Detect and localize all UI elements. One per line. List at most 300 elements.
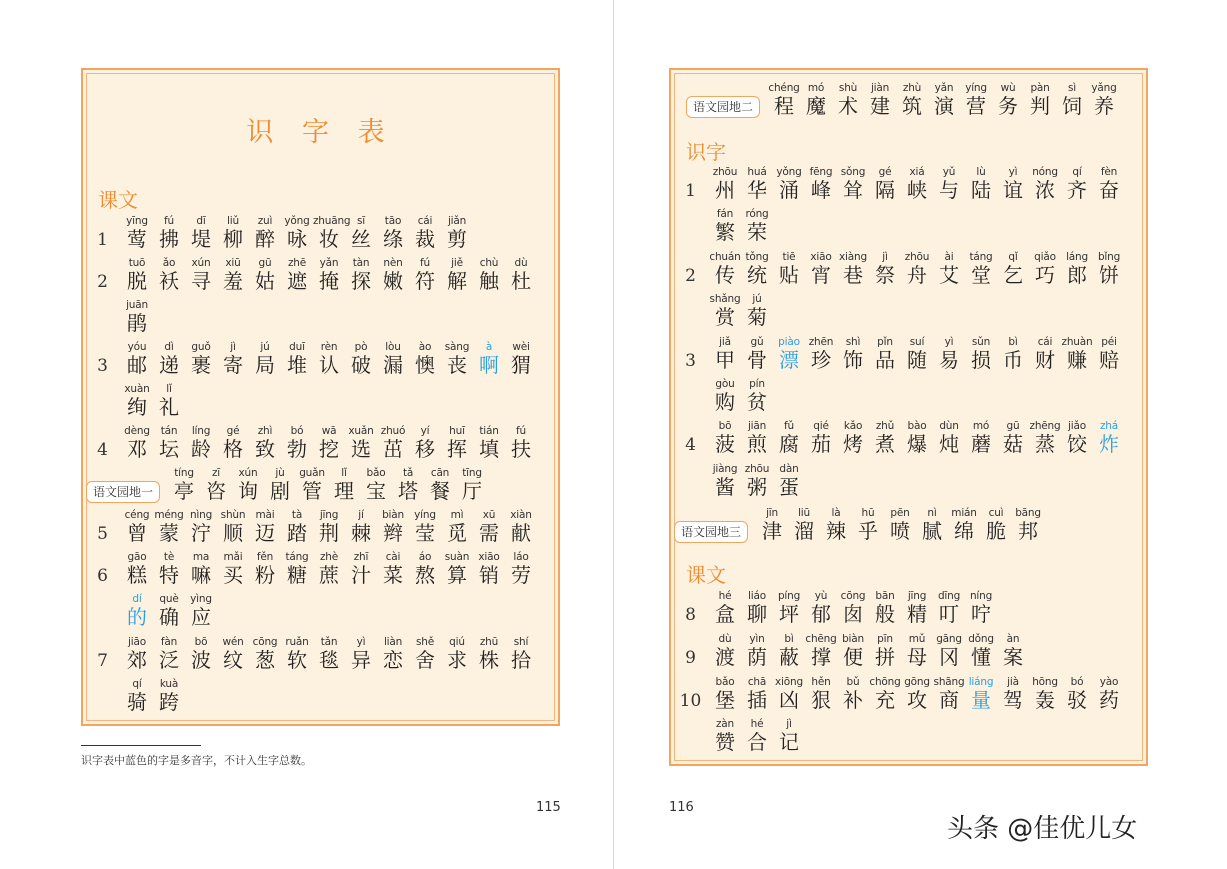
pinyin: fǔ — [784, 420, 794, 432]
char-cell — [980, 507, 1012, 543]
pinyin: jiǎ — [719, 336, 731, 348]
char-cell — [441, 636, 473, 672]
pinyin: gāo — [127, 551, 147, 563]
pinyin: jiāo — [128, 636, 146, 648]
char-cell — [864, 82, 896, 118]
pinyin: pǐn — [877, 336, 893, 348]
hanzi: 荆 — [319, 521, 339, 545]
char-cell — [837, 420, 869, 456]
char-cell — [916, 507, 948, 543]
hanzi: 恋 — [383, 648, 403, 672]
char-cell — [869, 590, 901, 626]
hanzi: 损 — [971, 348, 991, 372]
pinyin: jì — [882, 251, 888, 263]
pinyin: jiàng — [712, 463, 738, 475]
hanzi: 邦 — [1018, 519, 1039, 543]
lesson-number: 3 — [685, 351, 696, 371]
char-cell — [441, 509, 473, 545]
char-row — [674, 208, 773, 244]
hanzi: 遮 — [287, 269, 307, 293]
pinyin: xiàn — [510, 509, 532, 521]
hanzi: 赞 — [715, 730, 735, 754]
page-title: 识 字 表 — [246, 117, 395, 148]
pinyin: gōng — [904, 676, 930, 688]
pinyin: zhuó — [380, 425, 406, 437]
pinyin: piào — [778, 336, 800, 348]
pinyin: pín — [749, 378, 765, 390]
char-cell — [1061, 251, 1093, 287]
char-cell — [805, 420, 837, 456]
pinyin: xiāo — [478, 551, 500, 563]
hanzi: 腐 — [779, 432, 799, 456]
pinyin: táng — [969, 251, 993, 263]
hanzi: 渡 — [715, 645, 735, 669]
hanzi: 认 — [319, 353, 339, 377]
char-cell — [377, 551, 409, 587]
hanzi: 母 — [907, 645, 927, 669]
hanzi: 绚 — [127, 395, 147, 419]
char-cell — [217, 551, 249, 587]
hanzi: 探 — [351, 269, 371, 293]
hanzi: 葱 — [255, 648, 275, 672]
pinyin: qiú — [449, 636, 465, 648]
hanzi: 辣 — [826, 519, 847, 543]
pinyin: jīng — [907, 590, 927, 602]
char-cell — [965, 166, 997, 202]
hanzi: 算 — [447, 563, 467, 587]
hanzi: 确 — [159, 605, 179, 629]
hanzi: 龄 — [191, 437, 211, 461]
lesson-number: 10 — [679, 691, 702, 711]
hanzi: 触 — [479, 269, 499, 293]
hanzi: 裁 — [415, 227, 435, 251]
char-cell — [409, 636, 441, 672]
pinyin: bāng — [1015, 507, 1041, 519]
char-row — [674, 251, 1125, 287]
char-cell — [741, 166, 773, 202]
pinyin: fú — [420, 257, 430, 269]
char-cell — [153, 341, 185, 377]
hanzi: 跨 — [159, 690, 179, 714]
pinyin: mó — [972, 420, 990, 432]
char-cell — [1061, 420, 1093, 456]
char-cell — [901, 633, 933, 669]
pinyin: ma — [192, 551, 210, 563]
left-page — [0, 0, 613, 869]
pinyin: yì — [356, 636, 366, 648]
pinyin: cōng — [252, 636, 278, 648]
hanzi: 堆 — [287, 353, 307, 377]
hanzi: 懂 — [971, 645, 991, 669]
char-cell — [965, 590, 997, 626]
hanzi: 狠 — [811, 688, 831, 712]
pinyin: péi — [1101, 336, 1117, 348]
hanzi: 求 — [447, 648, 467, 672]
char-cell — [773, 251, 805, 287]
char-cell — [997, 251, 1029, 287]
char-cell — [901, 166, 933, 202]
pinyin: zhù — [902, 82, 922, 94]
lesson-number: 1 — [685, 181, 696, 201]
hanzi: 囱 — [843, 602, 863, 626]
pinyin: fàn — [160, 636, 178, 648]
char-cell — [313, 341, 345, 377]
char-cell — [232, 467, 264, 503]
char-cell — [217, 425, 249, 461]
hanzi: 爆 — [907, 432, 927, 456]
hanzi: 隔 — [875, 178, 895, 202]
hanzi: 填 — [479, 437, 499, 461]
hanzi: 丝 — [351, 227, 371, 251]
hanzi: 邓 — [127, 437, 147, 461]
hanzi: 销 — [479, 563, 499, 587]
pinyin: sǔn — [971, 336, 991, 348]
hanzi: 饲 — [1062, 94, 1083, 118]
char-cell — [933, 251, 965, 287]
hanzi: 乞 — [1003, 263, 1023, 287]
char-cell — [505, 509, 537, 545]
lesson-number: 4 — [97, 440, 108, 460]
hanzi: 绦 — [383, 227, 403, 251]
pinyin: qié — [813, 420, 829, 432]
char-cell — [800, 82, 832, 118]
hanzi: 菇 — [1003, 432, 1023, 456]
lesson-number: 1 — [97, 230, 108, 250]
char-cell — [296, 467, 328, 503]
char-cell — [773, 590, 805, 626]
hanzi: 选 — [351, 437, 371, 461]
hanzi: 羞 — [223, 269, 243, 293]
char-cell — [313, 215, 351, 251]
char-cell — [345, 425, 377, 461]
char-cell — [997, 420, 1029, 456]
pinyin: shù — [838, 82, 858, 94]
hanzi: 与 — [939, 178, 959, 202]
hanzi: 判 — [1030, 94, 1051, 118]
char-cell — [933, 336, 965, 372]
hanzi: 叮 — [939, 602, 959, 626]
pinyin: chù — [479, 257, 499, 269]
char-cell — [997, 336, 1029, 372]
hanzi: 演 — [934, 94, 955, 118]
pinyin: dī — [196, 215, 206, 227]
char-cell — [933, 590, 965, 626]
pinyin: sàng — [444, 341, 470, 353]
pinyin: pīn — [877, 633, 893, 645]
hanzi: 勃 — [287, 437, 307, 461]
char-cell — [121, 551, 153, 587]
hanzi: 赔 — [1099, 348, 1119, 372]
hanzi: 姑 — [255, 269, 275, 293]
char-cell — [1061, 166, 1093, 202]
char-cell — [345, 341, 377, 377]
pinyin: lǐ — [341, 467, 347, 479]
hanzi: 浓 — [1035, 178, 1055, 202]
char-cell — [741, 590, 773, 626]
hanzi: 繁 — [715, 220, 735, 244]
char-cell — [965, 336, 997, 372]
hanzi: 财 — [1035, 348, 1055, 372]
hanzi: 寻 — [191, 269, 211, 293]
char-row — [674, 463, 805, 499]
pinyin: guǎn — [299, 467, 325, 479]
char-cell — [709, 208, 741, 244]
char-cell — [928, 82, 960, 118]
char-cell — [281, 341, 313, 377]
char-cell — [345, 636, 377, 672]
hanzi: 挖 — [319, 437, 339, 461]
char-cell — [217, 636, 249, 672]
char-cell — [392, 467, 424, 503]
char-cell — [837, 633, 869, 669]
pinyin: juān — [126, 299, 148, 311]
pinyin: xiàng — [839, 251, 867, 263]
hanzi: 致 — [255, 437, 275, 461]
char-cell — [933, 633, 965, 669]
pinyin: huá — [747, 166, 767, 178]
char-cell — [409, 551, 441, 587]
char-cell — [153, 257, 185, 293]
hanzi: 甲 — [715, 348, 735, 372]
char-cell — [837, 166, 869, 202]
hanzi: 奋 — [1099, 178, 1119, 202]
hanzi: 盒 — [715, 602, 735, 626]
right-page — [614, 0, 1227, 869]
pinyin: hū — [861, 507, 875, 519]
char-row — [674, 633, 1029, 669]
char-cell — [185, 593, 217, 629]
hanzi: 亭 — [174, 479, 195, 503]
char-row — [674, 420, 1125, 456]
char-row — [86, 551, 537, 587]
char-cell — [121, 257, 153, 293]
pinyin: zhōu — [712, 166, 738, 178]
pinyin: bó — [1070, 676, 1084, 688]
pinyin: méng — [154, 509, 184, 521]
pinyin: liáng — [968, 676, 994, 688]
hanzi: 毯 — [319, 648, 339, 672]
hanzi: 舍 — [415, 648, 435, 672]
hanzi: 精 — [907, 602, 927, 626]
char-cell — [409, 215, 441, 251]
char-cell — [788, 507, 820, 543]
pinyin: cái — [417, 215, 433, 227]
pinyin: dǒng — [968, 633, 994, 645]
pinyin: suí — [909, 336, 925, 348]
hanzi: 务 — [998, 94, 1019, 118]
hanzi: 峰 — [811, 178, 831, 202]
pinyin: yí — [420, 425, 430, 437]
char-cell — [121, 215, 153, 251]
pinyin: fēng — [809, 166, 833, 178]
pinyin: yǎn — [934, 82, 954, 94]
char-cell — [901, 336, 933, 372]
hanzi: 插 — [747, 688, 767, 712]
hanzi: 营 — [966, 94, 987, 118]
hanzi: 溜 — [794, 519, 815, 543]
pinyin: dèng — [124, 425, 150, 437]
char-cell — [121, 341, 153, 377]
pinyin: níng — [969, 590, 993, 602]
char-cell — [709, 676, 741, 712]
hanzi: 凶 — [779, 688, 799, 712]
hanzi: 符 — [415, 269, 435, 293]
char-cell — [217, 341, 249, 377]
pinyin: hé — [718, 590, 732, 602]
char-cell — [409, 257, 441, 293]
char-cell — [805, 251, 837, 287]
pinyin: xuàn — [124, 383, 150, 395]
pinyin: yǔ — [942, 166, 956, 178]
pinyin: zhū — [479, 636, 499, 648]
hanzi: 撑 — [811, 645, 831, 669]
hanzi: 酱 — [715, 475, 735, 499]
pinyin: qí — [132, 678, 142, 690]
pinyin: chōng — [869, 676, 901, 688]
hanzi: 嘛 — [191, 563, 211, 587]
char-cell — [441, 215, 473, 251]
hanzi: 辫 — [383, 521, 403, 545]
char-row — [86, 341, 537, 377]
pinyin: bì — [784, 633, 794, 645]
hanzi: 脱 — [127, 269, 147, 293]
pinyin: yǒng — [776, 166, 802, 178]
pinyin: mì — [450, 509, 464, 521]
hanzi: 耸 — [843, 178, 863, 202]
pinyin: kuà — [159, 678, 179, 690]
hanzi: 的 — [127, 605, 147, 629]
pinyin: zhuāng — [313, 215, 351, 227]
char-cell — [249, 509, 281, 545]
pinyin: chā — [747, 676, 767, 688]
hanzi: 醉 — [255, 227, 275, 251]
pinyin: dàn — [779, 463, 799, 475]
pinyin: shùn — [220, 509, 246, 521]
pinyin: dùn — [939, 420, 959, 432]
hanzi: 株 — [479, 648, 499, 672]
lesson-number: 9 — [685, 648, 696, 668]
pinyin: píng — [777, 590, 801, 602]
char-cell — [121, 299, 153, 335]
char-row — [674, 676, 1125, 712]
pinyin: tà — [291, 509, 303, 521]
pinyin: yì — [944, 336, 954, 348]
pinyin: nèn — [383, 257, 403, 269]
pinyin: tàn — [352, 257, 370, 269]
char-cell — [377, 257, 409, 293]
hanzi: 补 — [843, 688, 863, 712]
char-cell — [837, 676, 869, 712]
char-cell — [773, 420, 805, 456]
char-cell — [805, 590, 837, 626]
char-row — [674, 378, 773, 414]
hanzi: 冈 — [939, 645, 959, 669]
char-cell — [1024, 82, 1056, 118]
polyphone-char — [473, 341, 505, 377]
pinyin: xiāo — [810, 251, 832, 263]
char-cell — [424, 467, 456, 503]
lesson-number: 8 — [685, 605, 696, 625]
char-cell — [1012, 507, 1044, 543]
hanzi: 剧 — [270, 479, 291, 503]
pinyin: gū — [258, 257, 272, 269]
hanzi: 顺 — [223, 521, 243, 545]
pinyin: gòu — [715, 378, 735, 390]
char-cell — [153, 551, 185, 587]
hanzi: 巷 — [843, 263, 863, 287]
hanzi: 购 — [715, 390, 735, 414]
hanzi: 局 — [255, 353, 275, 377]
char-cell — [741, 336, 773, 372]
char-cell — [153, 425, 185, 461]
hanzi: 程 — [774, 94, 795, 118]
pinyin: lǐ — [166, 383, 172, 395]
char-row — [86, 257, 537, 293]
watermark: 头条 @佳优儿女 — [947, 814, 1138, 844]
hanzi: 骑 — [127, 690, 147, 714]
hanzi: 堤 — [191, 227, 211, 251]
char-cell — [377, 425, 409, 461]
hanzi: 魔 — [806, 94, 827, 118]
pinyin: jīng — [319, 509, 339, 521]
hanzi: 咨 — [206, 479, 227, 503]
hanzi: 荫 — [747, 645, 767, 669]
pinyin: liàn — [383, 636, 403, 648]
char-cell — [741, 420, 773, 456]
pinyin: zàn — [715, 718, 734, 730]
hanzi: 粥 — [747, 475, 767, 499]
pinyin: jiān — [747, 420, 767, 432]
page-number-left: 115 — [536, 800, 561, 815]
hanzi: 案 — [1003, 645, 1023, 669]
pinyin: shāng — [933, 676, 965, 688]
pinyin: gǔ — [750, 336, 764, 348]
hanzi: 赚 — [1067, 348, 1087, 372]
hanzi: 量 — [971, 688, 991, 712]
pinyin: táng — [285, 551, 309, 563]
char-cell — [741, 208, 773, 244]
hanzi: 蒸 — [1035, 432, 1055, 456]
pinyin: tǒng — [745, 251, 769, 263]
pinyin: bǔ — [846, 676, 860, 688]
char-cell — [869, 251, 901, 287]
hanzi: 随 — [907, 348, 927, 372]
char-cell — [992, 82, 1024, 118]
pinyin: yóu — [127, 341, 147, 353]
hanzi: 献 — [511, 521, 531, 545]
hanzi: 易 — [939, 348, 959, 372]
hanzi: 移 — [415, 437, 435, 461]
pinyin: bào — [907, 420, 927, 432]
char-cell — [773, 633, 805, 669]
char-cell — [281, 509, 313, 545]
hanzi: 棘 — [351, 521, 371, 545]
pinyin: chuán — [709, 251, 741, 263]
hanzi: 煮 — [875, 432, 895, 456]
pinyin: fěn — [256, 551, 274, 563]
char-cell — [377, 509, 409, 545]
char-cell — [869, 336, 901, 372]
char-cell — [1093, 166, 1125, 202]
char-cell — [217, 257, 249, 293]
char-cell — [249, 215, 281, 251]
char-cell — [456, 467, 488, 503]
char-cell — [121, 425, 153, 461]
hanzi: 茁 — [383, 437, 403, 461]
pinyin: mián — [951, 507, 977, 519]
pinyin: gāng — [936, 633, 962, 645]
hanzi: 饺 — [1067, 432, 1087, 456]
